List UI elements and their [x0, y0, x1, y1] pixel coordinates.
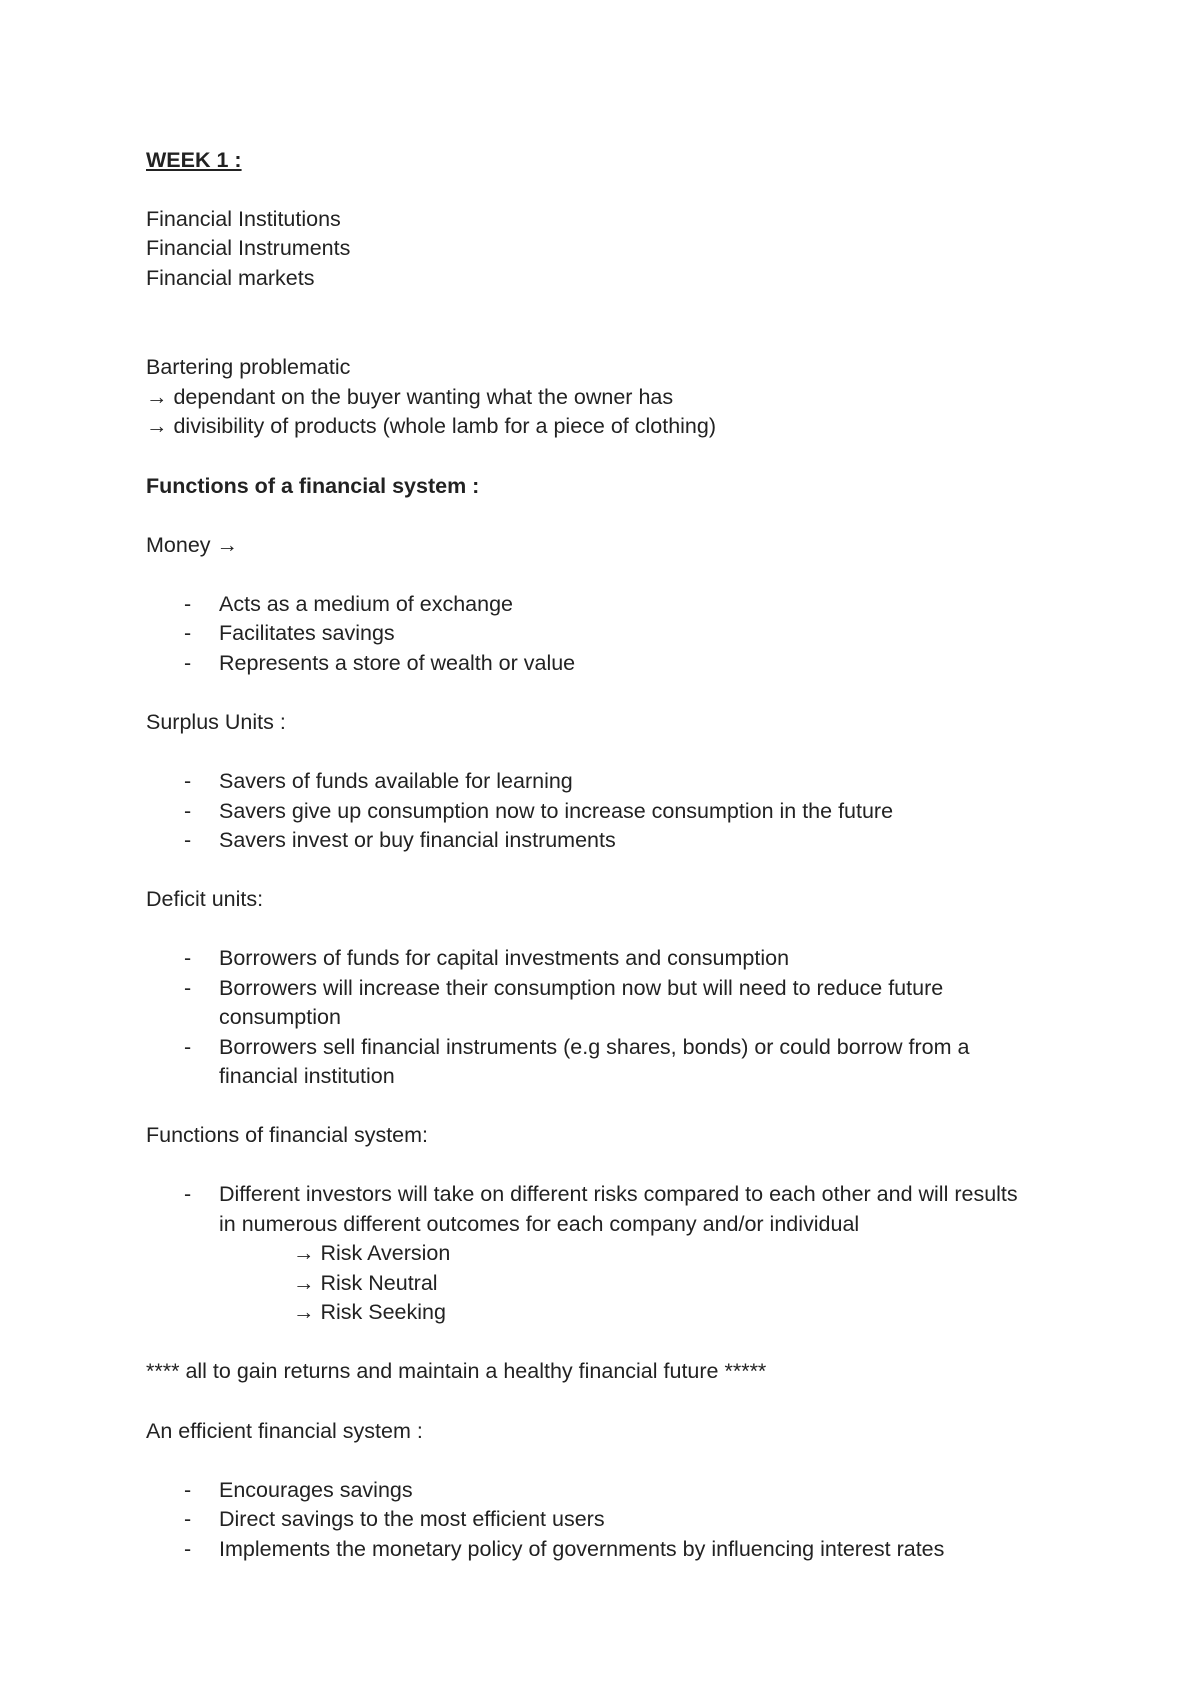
bullet-dash: -: [184, 976, 192, 1000]
risk-item: → Risk Seeking: [293, 1300, 446, 1324]
deficit-item: Borrowers will increase their consumption now but will need to reduce future: [219, 976, 944, 1000]
bullet-dash: -: [184, 828, 192, 852]
deficit-item-continued: financial institution: [219, 1064, 395, 1088]
efficient-title: An efficient financial system :: [146, 1419, 423, 1443]
bullet-dash: -: [184, 651, 192, 675]
intro-item: Financial Instruments: [146, 236, 351, 260]
bullet-dash: -: [184, 1537, 192, 1561]
money-item: Facilitates savings: [219, 621, 395, 645]
functions-heading: Functions of a financial system :: [146, 474, 480, 498]
bullet-dash: -: [184, 946, 192, 970]
deficit-item-continued: consumption: [219, 1005, 341, 1029]
bullet-dash: -: [184, 621, 192, 645]
week-heading: WEEK 1 :: [146, 148, 242, 172]
bullet-dash: -: [184, 1035, 192, 1059]
note-line: **** all to gain returns and maintain a healthy financial future *****: [146, 1359, 767, 1383]
barter-title: Bartering problematic: [146, 355, 351, 379]
efficient-item: Direct savings to the most efficient users: [219, 1507, 605, 1531]
money-title: Money →: [146, 533, 239, 557]
deficit-item: Borrowers sell financial instruments (e.g shares, bonds) or could borrow from a: [219, 1035, 970, 1059]
barter-point: → divisibility of products (whole lamb for a piece of clothing): [146, 414, 717, 438]
efficient-item: Implements the monetary policy of governments by influencing interest rates: [219, 1537, 945, 1561]
functions2-title: Functions of financial system:: [146, 1123, 429, 1147]
surplus-item: Savers give up consumption now to increase consumption in the future: [219, 799, 894, 823]
bullet-dash: -: [184, 592, 192, 616]
surplus-item: Savers of funds available for learning: [219, 769, 573, 793]
surplus-title: Surplus Units :: [146, 710, 286, 734]
risk-item: → Risk Neutral: [293, 1271, 438, 1295]
bullet-dash: -: [184, 1478, 192, 1502]
deficit-title: Deficit units:: [146, 887, 264, 911]
deficit-item: Borrowers of funds for capital investments and consumption: [219, 946, 790, 970]
surplus-item: Savers invest or buy financial instruments: [219, 828, 616, 852]
barter-point: → dependant on the buyer wanting what the owner has: [146, 385, 674, 409]
functions2-item: Different investors will take on different risks compared to each other and will results: [219, 1182, 1018, 1206]
bullet-dash: -: [184, 799, 192, 823]
bullet-dash: -: [184, 1182, 192, 1206]
bullet-dash: -: [184, 1507, 192, 1531]
risk-item: → Risk Aversion: [293, 1241, 451, 1265]
money-item: Acts as a medium of exchange: [219, 592, 513, 616]
efficient-item: Encourages savings: [219, 1478, 413, 1502]
intro-item: Financial Institutions: [146, 207, 341, 231]
functions2-item-continued: in numerous different outcomes for each company and/or individual: [219, 1212, 860, 1236]
intro-item: Financial markets: [146, 266, 315, 290]
bullet-dash: -: [184, 769, 192, 793]
money-item: Represents a store of wealth or value: [219, 651, 576, 675]
